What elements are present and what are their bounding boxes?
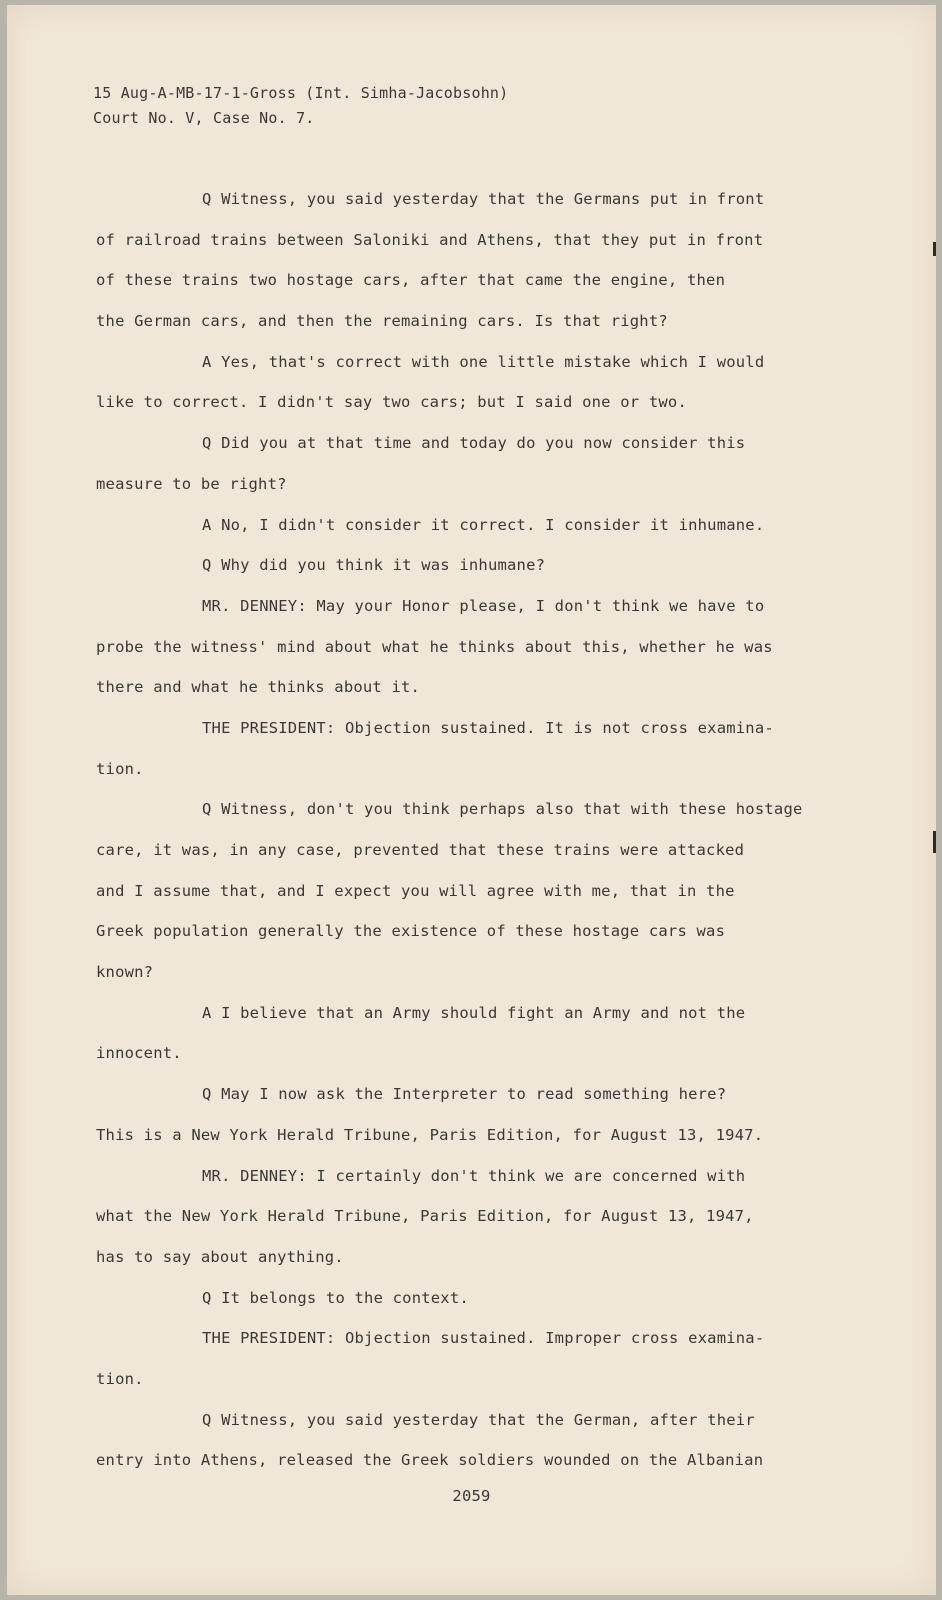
transcript-line: of these trains two hostage cars, after that came the engine, then [96, 271, 726, 290]
transcript-line: Q It belongs to the context. [202, 1288, 469, 1307]
transcript-line: Greek population generally the existence of these hostage cars was [96, 922, 726, 941]
transcript-line: what the New York Herald Tribune, Paris Edition, for August 13, 1947, [96, 1207, 754, 1226]
transcript-line: MR. DENNEY: I certainly don't think we are concerned with [202, 1166, 746, 1185]
page-number: 2059 [452, 1487, 491, 1505]
transcript-line: like to correct. I didn't say two cars; but I said one or two. [96, 393, 687, 412]
header-line-1: 15 Aug-A-MB-17-1-Gross (Int. Simha-Jacobsohn) [93, 84, 509, 102]
transcript-line: and I assume that, and I expect you will agree with me, that in the [96, 881, 735, 900]
document-page [7, 5, 936, 1595]
transcript-line: care, it was, in any case, prevented that these trains were attacked [96, 841, 745, 859]
transcript-line: A No, I didn't consider it correct. I consider it inhumane. [202, 515, 765, 534]
transcript-line: tion. [96, 759, 144, 778]
transcript-line: has to say about anything. [96, 1247, 344, 1266]
document-header [93, 81, 508, 131]
transcript-line: entry into Athens, released the Greek soldiers wounded on the Albanian [96, 1451, 764, 1470]
transcript-line: Q Witness, you said yesterday that the German, after their [202, 1410, 755, 1429]
transcript-line: THE PRESIDENT: Objection sustained. Improper cross examina- [202, 1329, 765, 1348]
transcript-line: MR. DENNEY: May your Honor please, I don't think we have to [202, 596, 765, 615]
transcript-line: there and what he thinks about it. [96, 678, 421, 697]
transcript-line: Q Did you at that time and today do you now consider this [202, 434, 746, 453]
transcript-line: Q Why did you think it was inhumane? [202, 556, 546, 575]
transcript-line: This is a New York Herald Tribune, Paris Edition, for August 13, 1947. [96, 1125, 764, 1144]
transcript-line: innocent. [96, 1044, 182, 1063]
edge-mark [933, 831, 936, 853]
edge-mark [933, 242, 936, 256]
transcript-line: A Yes, that's correct with one little mistake which I would [202, 352, 765, 371]
transcript-line: THE PRESIDENT: Objection sustained. It is not cross examina- [202, 718, 774, 737]
transcript-line: Q May I now ask the Interpreter to read something here? [202, 1085, 727, 1104]
transcript-line: probe the witness' mind about what he thinks about this, whether he was [96, 637, 773, 656]
transcript-line: known? [96, 963, 154, 982]
transcript-line: tion. [96, 1369, 144, 1388]
transcript-line: A I believe that an Army should fight an Army and not the [202, 1003, 746, 1022]
transcript-line: measure to be right? [96, 474, 287, 493]
transcript-line: the German cars, and then the remaining cars. Is that right? [96, 312, 668, 331]
transcript-body [96, 179, 866, 1481]
transcript-line: Q Witness, don't you think perhaps also that with these hostage [202, 800, 803, 819]
transcript-line: of railroad trains between Saloniki and Athens, that they put in front [96, 230, 764, 249]
transcript-line: Q Witness, you said yesterday that the Germans put in front [202, 190, 765, 208]
header-line-2: Court No. V, Case No. 7. [93, 109, 315, 127]
